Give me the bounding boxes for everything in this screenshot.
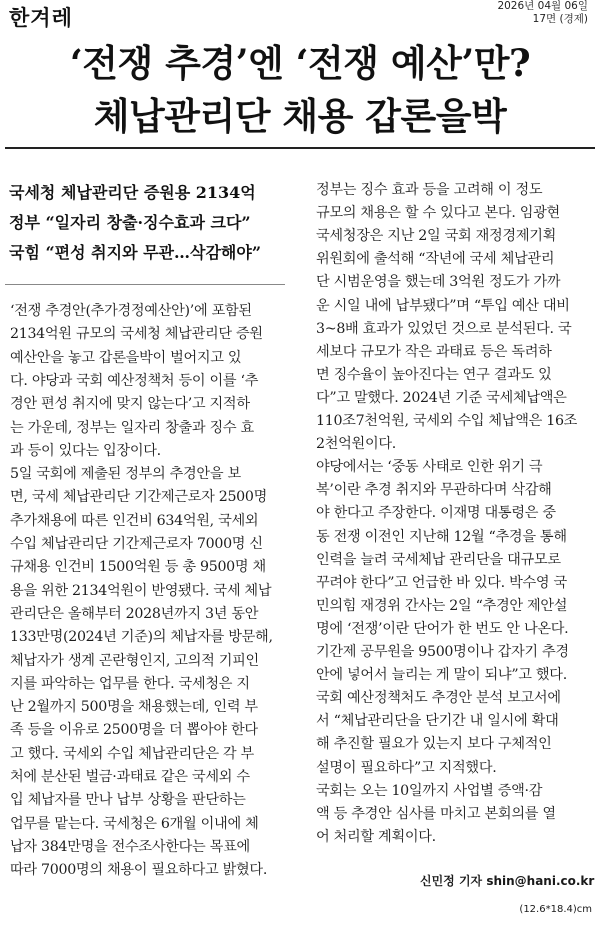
article-line: 는 가운데, 정부는 일자리 창출과 징수 효 <box>10 419 254 436</box>
article-line: 설명이 필요하다”고 지적했다. <box>316 759 497 776</box>
article-line: 2천억원이다. <box>316 436 396 453</box>
article-line: 단 시범운영을 했는데 3억원 정도가 가까 <box>316 274 561 291</box>
subhead-1: 국세청 체납관리단 증원용 2134억 <box>9 183 256 202</box>
article-line: 세보다 규모가 작은 과태료 등은 독려하 <box>316 343 552 360</box>
subhead-rule <box>5 284 285 285</box>
article-line: 민의힘 재경위 간사는 2일 “추경안 제안설 <box>316 597 568 614</box>
article-line: 규모의 채용은 할 수 있다고 본다. 임광현 <box>316 205 560 222</box>
article-size-note: (12.6*18.4)cm <box>519 904 592 915</box>
article-line: 꾸려야 한다”고 언급한 바 있다. 박수영 국 <box>316 574 567 591</box>
article-line: 야당에서는 ‘중동 사태로 인한 위기 극 <box>316 459 543 476</box>
article-line: 기간제 공무원을 9500명이나 갑자기 추경 <box>316 644 569 660</box>
article-line: 국회 예산정책처도 추경안 분석 보고서에 <box>316 690 561 707</box>
publication-date: 2026년 04월 06일 <box>497 0 588 12</box>
article-line: 면, 국세 체납관리단 기간제근로자 2500명 <box>10 489 268 506</box>
headline-line-1: ‘전쟁 추경’엔 ‘전쟁 예산’만? <box>69 41 531 85</box>
article-line: 규채용 인건비 1500억원 등 총 9500명 채 <box>10 559 266 576</box>
article-line: 110조7천억원, 국세외 수입 체납액은 16조 <box>316 413 578 429</box>
article-line: 업무를 맡는다. 국세청은 6개월 이내에 체 <box>10 815 259 832</box>
article-line: 133만명(2024년 기준)의 체납자를 방문해, <box>10 629 273 646</box>
article-line: 야 한다고 주장한다. 이재명 대통령은 중 <box>316 505 556 522</box>
edition-meta <box>497 0 588 26</box>
article-line: ‘전쟁 추경안(추가경정예산안)’에 포함된 <box>10 303 252 319</box>
byline: 신민정 기자 shin@hani.co.kr <box>420 874 595 888</box>
subhead-2: 정부 “일자리 창출·징수효과 크다” <box>9 213 251 232</box>
article-line: 국회는 오는 10일까지 사업별 증액·감 <box>316 782 543 799</box>
article-line: 2134억원 규모의 국세청 체납관리단 증원 <box>10 326 263 343</box>
article-line: 수입 체납관리단 기간제근로자 7000명 신 <box>10 536 263 552</box>
article-line: 5일 국회에 제출된 정부의 추경안을 보 <box>10 466 241 483</box>
article-line: 다”고 말했다. 2024년 기준 국세체납액은 <box>316 389 567 406</box>
article-line: 면 징수율이 높아진다는 연구 결과도 있 <box>316 366 552 383</box>
subhead-3: 국힘 “편성 취지와 무관…삭감해야” <box>9 243 262 262</box>
article-line: 안에 넣어서 늘리는 게 말이 되냐”고 했다. <box>316 667 567 684</box>
article-line: 처에 분산된 벌금·과태료 같은 국세외 수 <box>10 769 250 785</box>
article-line: 따라 7000명의 채용이 필요하다고 밝혔다. <box>10 862 268 879</box>
headline-line-2: 체납관리단 채용 갑론을박 <box>93 94 507 138</box>
article-line: 인력을 늘려 국세체납 관리단을 대규모로 <box>316 551 561 568</box>
article-line: 체납자가 생계 곤란형인지, 고의적 기피인 <box>10 652 259 669</box>
article-line: 복’이란 추경 취지와 무관하다며 삭감해 <box>316 482 552 499</box>
article-line: 용을 위한 2134억원이 반영됐다. 국세 체납 <box>10 582 272 599</box>
article-line: 운 시일 내에 납부됐다”며 “투입 예산 대비 <box>316 297 570 314</box>
article-line: 해 추진할 필요가 있는지 보다 구체적인 <box>316 736 552 753</box>
article-line: 고 했다. 국세외 수입 체납관리단은 각 부 <box>10 745 254 762</box>
article-line: 정부는 징수 효과 등을 고려해 이 정도 <box>316 182 543 198</box>
article-line: 동 전쟁 이전인 지난해 12월 “추경을 통해 <box>316 528 567 545</box>
article-line: 족 등을 이유로 2500명을 더 뽑아야 한다 <box>10 722 258 739</box>
article-line: 관리단은 올해부터 2028년까지 3년 동안 <box>10 605 259 622</box>
article-line: 위원회에 출석해 “작년에 국세 체납관리 <box>316 251 555 268</box>
article-line: 과 등이 있다는 입장이다. <box>10 442 161 459</box>
article-line: 추가채용에 따른 인건비 634억원, 국세외 <box>10 512 259 529</box>
article-line: 경안 편성 취지에 맞지 않는다’고 지적하 <box>10 396 250 413</box>
article-line: 다. 야당과 국회 예산정책처 등이 이를 ‘추 <box>10 372 259 389</box>
page-section: 17면 (경제) <box>532 13 588 25</box>
article-line: 명에 ‘전쟁’이란 단어가 한 번도 안 나온다. <box>316 620 569 637</box>
headline-rule <box>5 147 595 149</box>
article-line: 지를 파악하는 업무를 한다. 국세청은 지 <box>10 675 250 692</box>
article-line: 어 처리할 계획이다. <box>316 828 436 845</box>
article-line: 서 “체납관리단을 단기간 내 일시에 확대 <box>316 713 559 730</box>
article-line: 입 체납자를 만나 납부 상황을 판단하는 <box>10 792 246 809</box>
article-line: 국세청장은 지난 2일 국회 재정경제기획 <box>316 228 557 245</box>
article-line: 난 2월까지 500명을 채용했는데, 인력 부 <box>10 699 258 716</box>
article-line: 3~8배 효과가 있었던 것으로 분석된다. 국 <box>316 320 572 337</box>
article-line: 액 등 추경안 심사를 마치고 본회의를 열 <box>316 805 556 822</box>
article-line: 예산안을 놓고 갑론을박이 벌어지고 있 <box>10 349 242 366</box>
masthead-logo: 한겨레 <box>9 6 73 30</box>
article-line: 납자 384만명을 전수조사한다는 목표에 <box>10 838 250 855</box>
